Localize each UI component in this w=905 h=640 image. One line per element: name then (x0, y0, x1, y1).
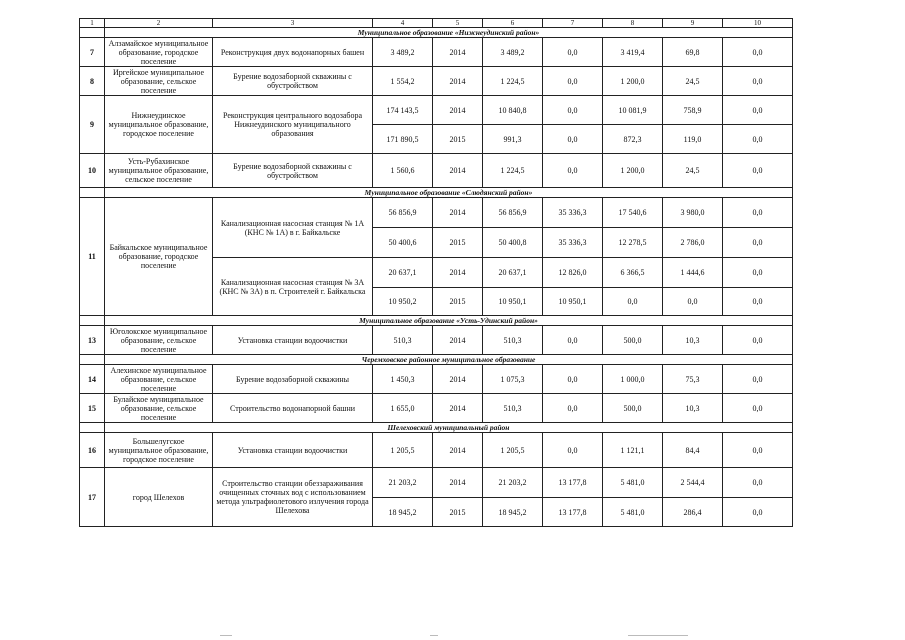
cell-c9: 2 786,0 (663, 228, 723, 258)
org-name: Булайское муниципальное образование, сельское поселение (105, 394, 213, 423)
cell-c6: 1 224,5 (483, 67, 543, 96)
table-row (80, 96, 793, 125)
table-row (80, 394, 793, 423)
cell-c7: 0,0 (543, 326, 603, 355)
table-row (80, 365, 793, 394)
cell-c7: 0,0 (543, 38, 603, 67)
cell-c5: 2015 (433, 498, 483, 527)
cell-c6: 1 224,5 (483, 154, 543, 188)
cell-c9: 0,0 (663, 288, 723, 316)
cell-c8: 1 000,0 (603, 365, 663, 394)
section-row (80, 423, 793, 433)
cell-c10: 0,0 (723, 125, 793, 154)
cell-c8: 6 366,5 (603, 258, 663, 288)
org-name: Алехинское муниципальное образование, сельское поселение (105, 365, 213, 394)
cell-c10: 0,0 (723, 365, 793, 394)
work-name: Строительство станции обеззараживания очищенных сточных вод с использованием метода ультрафиолетового излучения города Шелехова (213, 468, 373, 527)
work-name: Бурение водозаборной скважины с обустройством (213, 67, 373, 96)
cell-c6: 3 489,2 (483, 38, 543, 67)
section-title: Муниципальное образование «Усть-Удинский район» (105, 316, 793, 326)
cell-c8: 10 081,9 (603, 96, 663, 125)
section-title: Шелеховский муниципальный район (105, 423, 793, 433)
scan-artifact (628, 635, 688, 636)
cell-c4: 1 205,5 (373, 433, 433, 468)
cell-c6: 50 400,8 (483, 228, 543, 258)
cell-c4: 20 637,1 (373, 258, 433, 288)
cell-c10: 0,0 (723, 154, 793, 188)
cell-c5: 2014 (433, 394, 483, 423)
cell-c9: 758,9 (663, 96, 723, 125)
table-row (80, 468, 793, 498)
cell-c6: 10 950,1 (483, 288, 543, 316)
col-header: 10 (723, 19, 793, 28)
cell-c5: 2014 (433, 365, 483, 394)
funding-table (79, 18, 793, 527)
cell-c8: 17 540,6 (603, 198, 663, 228)
cell-c8: 5 481,0 (603, 468, 663, 498)
cell-c5: 2014 (433, 154, 483, 188)
cell-c5: 2014 (433, 38, 483, 67)
cell-c5: 2015 (433, 288, 483, 316)
work-name: Строительство водонапорной башни (213, 394, 373, 423)
section-title: Черемховское районное муниципальное образование (105, 355, 793, 365)
cell-c4: 1 655,0 (373, 394, 433, 423)
cell-c5: 2015 (433, 228, 483, 258)
cell-c10: 0,0 (723, 326, 793, 355)
cell-c6: 10 840,8 (483, 96, 543, 125)
work-name: Установка станции водоочистки (213, 326, 373, 355)
cell-c5: 2014 (433, 326, 483, 355)
cell-c7: 0,0 (543, 365, 603, 394)
section-row (80, 355, 793, 365)
org-name: Нижнеудинское муниципальное образование, городское поселение (105, 96, 213, 154)
table-row (80, 67, 793, 96)
cell-c10: 0,0 (723, 433, 793, 468)
cell-c4: 171 890,5 (373, 125, 433, 154)
org-name: город Шелехов (105, 468, 213, 527)
cell-c7: 0,0 (543, 125, 603, 154)
cell-c8: 872,3 (603, 125, 663, 154)
cell-c10: 0,0 (723, 96, 793, 125)
col-header: 3 (213, 19, 373, 28)
col-header: 8 (603, 19, 663, 28)
cell-c10: 0,0 (723, 288, 793, 316)
row-number: 10 (80, 154, 105, 188)
org-name: Байкальское муниципальное образование, городское поселение (105, 198, 213, 316)
cell-c8: 1 200,0 (603, 154, 663, 188)
cell-c10: 0,0 (723, 258, 793, 288)
cell-c4: 21 203,2 (373, 468, 433, 498)
cell-c8: 500,0 (603, 394, 663, 423)
cell-c8: 1 200,0 (603, 67, 663, 96)
cell-c7: 0,0 (543, 433, 603, 468)
cell-c9: 10,3 (663, 394, 723, 423)
cell-c10: 0,0 (723, 198, 793, 228)
cell-c4: 10 950,2 (373, 288, 433, 316)
table-row (80, 326, 793, 355)
row-number: 17 (80, 468, 105, 527)
col-header: 7 (543, 19, 603, 28)
table-row (80, 38, 793, 67)
col-header: 5 (433, 19, 483, 28)
col-header: 2 (105, 19, 213, 28)
cell-c4: 510,3 (373, 326, 433, 355)
cell-c7: 0,0 (543, 394, 603, 423)
cell-c10: 0,0 (723, 394, 793, 423)
cell-c9: 84,4 (663, 433, 723, 468)
cell-c6: 1 075,3 (483, 365, 543, 394)
cell-c8: 0,0 (603, 288, 663, 316)
section-row (80, 316, 793, 326)
cell-c10: 0,0 (723, 228, 793, 258)
cell-c6: 56 856,9 (483, 198, 543, 228)
cell-c5: 2014 (433, 67, 483, 96)
org-name: Иргейское муниципальное образование, сельское поселение (105, 67, 213, 96)
cell-c5: 2014 (433, 258, 483, 288)
cell-c5: 2014 (433, 433, 483, 468)
cell-c4: 3 489,2 (373, 38, 433, 67)
table-row (80, 154, 793, 188)
cell-c6: 20 637,1 (483, 258, 543, 288)
work-name: Канализационная насосная станция № 1А (КНС № 1А) в г. Байкальске (213, 198, 373, 258)
cell-c9: 10,3 (663, 326, 723, 355)
scan-artifact (430, 635, 438, 636)
row-number: 13 (80, 326, 105, 355)
cell-c6: 991,3 (483, 125, 543, 154)
section-row (80, 188, 793, 198)
row-number: 7 (80, 38, 105, 67)
cell-c7: 0,0 (543, 67, 603, 96)
cell-c9: 69,8 (663, 38, 723, 67)
row-number: 11 (80, 198, 105, 316)
cell-c6: 510,3 (483, 326, 543, 355)
cell-c9: 24,5 (663, 67, 723, 96)
header-row (80, 19, 793, 28)
cell-c4: 50 400,6 (373, 228, 433, 258)
cell-c7: 13 177,8 (543, 468, 603, 498)
cell-c5: 2014 (433, 198, 483, 228)
cell-c8: 1 121,1 (603, 433, 663, 468)
cell-c4: 56 856,9 (373, 198, 433, 228)
cell-c5: 2014 (433, 96, 483, 125)
cell-c4: 174 143,5 (373, 96, 433, 125)
cell-c7: 0,0 (543, 154, 603, 188)
cell-c9: 286,4 (663, 498, 723, 527)
cell-c7: 35 336,3 (543, 198, 603, 228)
cell-c6: 1 205,5 (483, 433, 543, 468)
org-name: Алзамайское муниципальное образование, городское поселение (105, 38, 213, 67)
org-name: Большелугское муниципальное образование, городское поселение (105, 433, 213, 468)
cell-c8: 5 481,0 (603, 498, 663, 527)
col-header: 9 (663, 19, 723, 28)
work-name: Бурение водозаборной скважины с обустройством (213, 154, 373, 188)
cell-c10: 0,0 (723, 468, 793, 498)
cell-c8: 12 278,5 (603, 228, 663, 258)
org-name: Юголокское муниципальное образование, сельское поселение (105, 326, 213, 355)
cell-c8: 3 419,4 (603, 38, 663, 67)
cell-c4: 1 554,2 (373, 67, 433, 96)
work-name: Установка станции водоочистки (213, 433, 373, 468)
cell-c5: 2015 (433, 125, 483, 154)
cell-c4: 18 945,2 (373, 498, 433, 527)
work-name: Канализационная насосная станция № 3А (КНС № 3А) в п. Строителей г. Байкальска (213, 258, 373, 316)
table-row (80, 198, 793, 228)
cell-c10: 0,0 (723, 498, 793, 527)
work-name: Бурение водозаборной скважины (213, 365, 373, 394)
cell-c4: 1 560,6 (373, 154, 433, 188)
cell-c10: 0,0 (723, 38, 793, 67)
cell-c9: 24,5 (663, 154, 723, 188)
scan-artifact (220, 635, 232, 636)
row-number: 15 (80, 394, 105, 423)
org-name: Усть-Рубахинское муниципальное образование, сельское поселение (105, 154, 213, 188)
cell-c7: 13 177,8 (543, 498, 603, 527)
cell-c9: 3 980,0 (663, 198, 723, 228)
work-name: Реконструкция центрального водозабора Нижнеудинского муниципального образования (213, 96, 373, 154)
cell-c9: 1 444,6 (663, 258, 723, 288)
cell-c8: 500,0 (603, 326, 663, 355)
col-header: 4 (373, 19, 433, 28)
section-row (80, 28, 793, 38)
col-header: 6 (483, 19, 543, 28)
cell-c7: 10 950,1 (543, 288, 603, 316)
cell-c6: 18 945,2 (483, 498, 543, 527)
row-number: 8 (80, 67, 105, 96)
cell-c9: 75,3 (663, 365, 723, 394)
col-header: 1 (80, 19, 105, 28)
row-number: 9 (80, 96, 105, 154)
cell-c7: 35 336,3 (543, 228, 603, 258)
section-title: Муниципальное образование «Нижнеудинский район» (105, 28, 793, 38)
cell-c10: 0,0 (723, 67, 793, 96)
row-number: 14 (80, 365, 105, 394)
cell-c5: 2014 (433, 468, 483, 498)
cell-c9: 119,0 (663, 125, 723, 154)
table-row (80, 433, 793, 468)
section-title: Муниципальное образование «Слюдянский район» (105, 188, 793, 198)
cell-c9: 2 544,4 (663, 468, 723, 498)
cell-c7: 0,0 (543, 96, 603, 125)
work-name: Реконструкция двух водонапорных башен (213, 38, 373, 67)
cell-c6: 21 203,2 (483, 468, 543, 498)
cell-c4: 1 450,3 (373, 365, 433, 394)
cell-c7: 12 826,0 (543, 258, 603, 288)
cell-c6: 510,3 (483, 394, 543, 423)
row-number: 16 (80, 433, 105, 468)
